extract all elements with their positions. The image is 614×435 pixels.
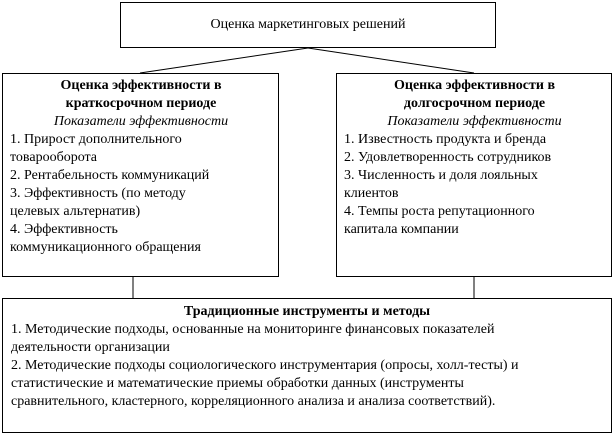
long-term-subheading: Показатели эффективности — [387, 114, 562, 129]
long-term-evaluation-node — [336, 73, 612, 277]
arrow-root-to-short — [140, 48, 308, 73]
short-term-item-line: целевых альтернатив) — [10, 204, 141, 219]
tools-heading: Традиционные инструменты и методы — [183, 304, 431, 319]
short-term-item-line: 4. Эффективность — [10, 222, 118, 237]
short-term-heading-line2: краткосрочном периоде — [65, 96, 217, 111]
long-term-heading-line2: долгосрочном периоде — [403, 96, 546, 111]
long-term-item-line: 2. Удовлетворенность сотрудников — [344, 150, 552, 165]
root-node-title: Оценка маркетинговых решений — [210, 17, 406, 32]
root-node-marketing-decisions — [120, 2, 496, 48]
short-term-item-line: 2. Рентабельность коммуникаций — [10, 168, 210, 183]
tools-item-line: деятельности организации — [11, 340, 170, 355]
long-term-item-line: 1. Известность продукта и бренда — [344, 132, 547, 147]
traditional-tools-node — [2, 298, 612, 433]
short-term-item-line: товарооборота — [10, 150, 98, 165]
arrow-root-to-long — [308, 48, 474, 73]
short-term-item-line: коммуникационного обращения — [10, 240, 201, 255]
long-term-item-line: капитала компании — [344, 222, 459, 237]
tools-item-line: 2. Методические подходы социологического инструментария (опросы, холл-тесты) и — [11, 358, 519, 373]
tools-item-line: сравнительного, кластерного, корреляционного анализа и анализа соответствий). — [11, 394, 496, 409]
long-term-item-line: 3. Численность и доля лояльных — [344, 168, 538, 183]
short-term-evaluation-node — [2, 73, 279, 277]
short-term-item-line: 1. Прирост дополнительного — [10, 132, 182, 147]
long-term-item-line: 4. Темпы роста репутационного — [344, 204, 535, 219]
long-term-heading-line1: Оценка эффективности в — [394, 78, 555, 93]
short-term-subheading: Показатели эффективности — [53, 114, 229, 129]
tools-item-line: 1. Методические подходы, основанные на мониторинге финансовых показателей — [11, 322, 495, 337]
long-term-item-line: клиентов — [344, 186, 399, 201]
tools-item-line: статистические и математические приемы обработки данных (инструменты — [11, 376, 464, 391]
short-term-heading-line1: Оценка эффективности в — [60, 78, 222, 93]
short-term-item-line: 3. Эффективность (по методу — [10, 186, 186, 201]
